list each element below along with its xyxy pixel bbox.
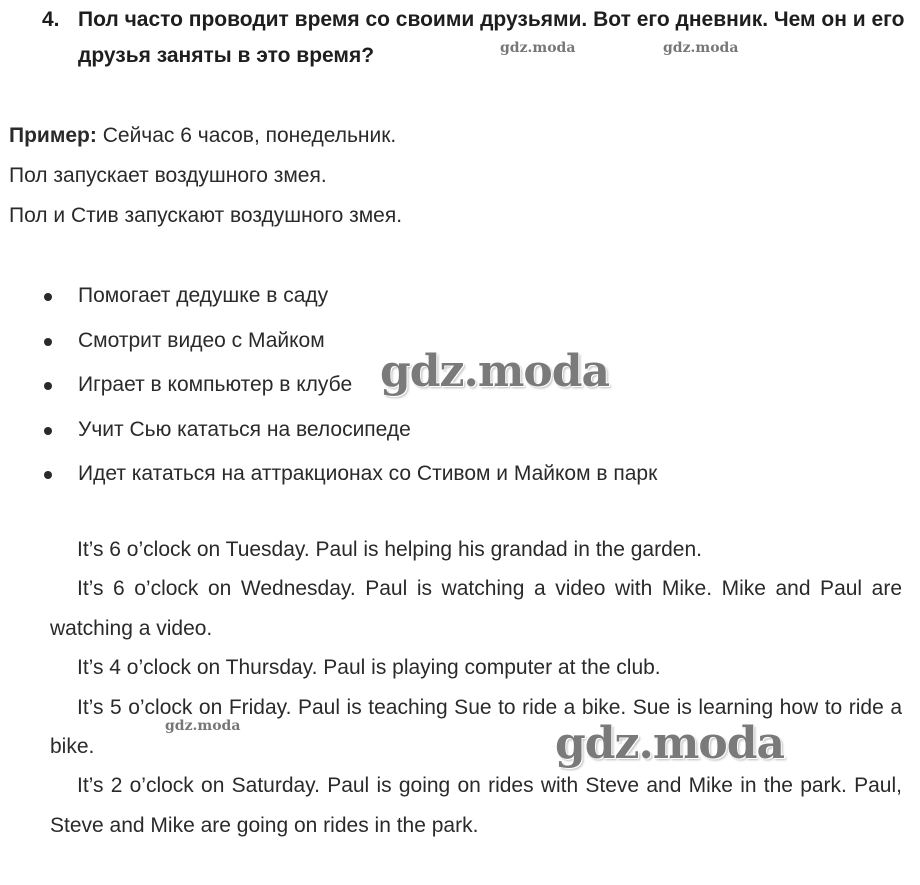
answer-block	[50, 530, 902, 845]
answer-paragraph: It’s 2 o’clock on Saturday. Paul is going on rides with Steve and Mike in the park. Paul, Steve and Mike are going on rides in the park.	[50, 774, 902, 837]
bullet-icon	[44, 427, 52, 435]
example-block	[9, 116, 402, 236]
diary-item-text: Смотрит видео с Майком	[78, 328, 325, 352]
task-number: 4.	[42, 8, 60, 31]
watermark-small: gdz.moda	[500, 40, 576, 56]
answer-paragraph: It’s 6 o’clock on Tuesday. Paul is helping his grandad in the garden.	[77, 538, 702, 561]
bullet-icon	[44, 338, 52, 346]
example-line: Пол и Стив запускают воздушного змея.	[9, 204, 403, 227]
answer-paragraph: It’s 5 o’clock on Friday. Paul is teaching Sue to ride a bike. Sue is learning how to ride a bike.	[50, 695, 902, 759]
diary-item-text: Идет кататься на аттракционах со Стивом и Майком в парк	[78, 462, 658, 485]
example-time-text: Сейчас 6 часов, понедельник.	[102, 124, 397, 147]
example-label: Пример:	[9, 124, 97, 147]
task-text: Пол часто проводит время со своими друзьями. Вот его дневник. Чем он и его друзья заняты в это время?	[78, 8, 905, 67]
example-first-line	[9, 116, 402, 156]
diary-item-text: Учит Сью кататься на велосипеде	[78, 417, 411, 441]
watermark-large: gdz.moda	[555, 718, 785, 769]
bullet-icon	[44, 471, 52, 479]
diary-item-text: Играет в компьютер в клубе	[78, 373, 353, 396]
watermark-small: gdz.moda	[663, 40, 739, 56]
answer-paragraph: It’s 6 o’clock on Wednesday. Paul is watching a video with Mike. Mike and Paul are watching a video.	[50, 577, 902, 640]
watermark-large: gdz.moda	[380, 346, 610, 397]
bullet-icon	[44, 382, 52, 390]
bullet-icon	[44, 293, 52, 301]
diary-item-text: Помогает дедушке в саду	[78, 284, 329, 307]
watermark-small: gdz.moda	[165, 718, 241, 734]
example-line: Пол запускает воздушного змея.	[9, 164, 327, 187]
answer-paragraph: It’s 4 o’clock on Thursday. Paul is playing computer at the club.	[77, 656, 661, 680]
